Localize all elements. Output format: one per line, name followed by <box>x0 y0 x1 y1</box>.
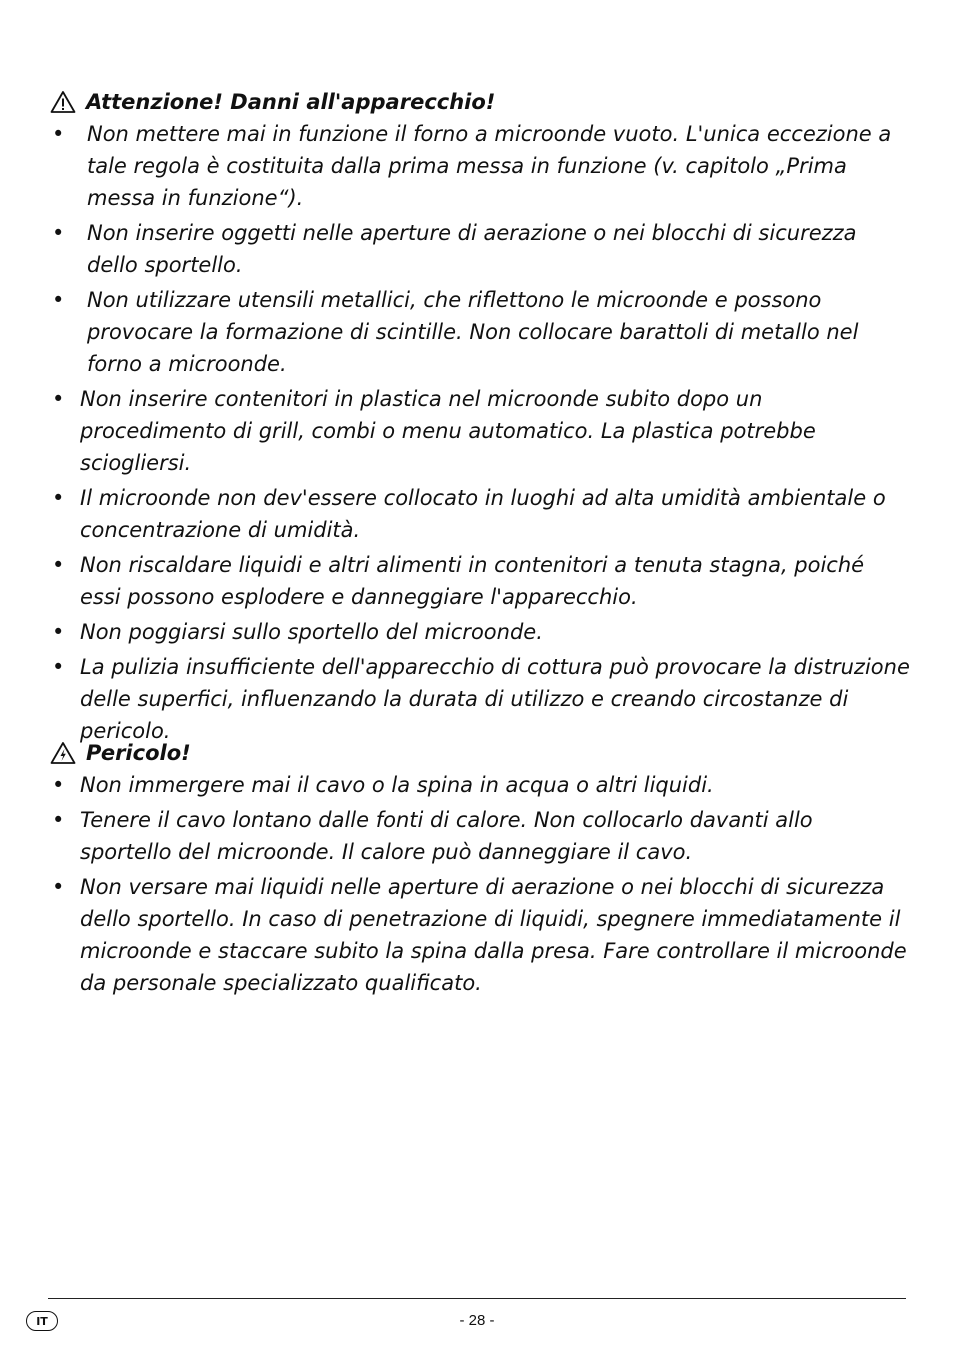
list-item: • Non utilizzare utensili metallici, che riflettono le microonde e possono provocare la formazione di scintille. Non collocare barattoli di metallo nel forno a microonde. <box>50 284 910 380</box>
language-badge: IT <box>26 1311 58 1331</box>
warning-triangle-icon <box>50 90 76 114</box>
list-item: • Non immergere mai il cavo o la spina in acqua o altri liquidi. <box>50 769 910 801</box>
danger-heading-text: Pericolo! <box>86 741 191 765</box>
footer-divider <box>48 1298 906 1299</box>
danger-section <box>50 737 910 1002</box>
electric-hazard-triangle-icon <box>50 741 76 765</box>
list-item: • La pulizia insufficiente dell'apparecchio di cottura può provocare la distruzione delle superfici, influenzando la durata di utilizzo e creando circostanze di pericolo. <box>50 651 910 747</box>
list-item: • Non versare mai liquidi nelle aperture di aerazione o nei blocchi di sicurezza dello sportello. In caso di penetrazione di liquidi, spegnere immediatamente il microonde e staccare subito la spina dalla presa. Fare controllare il microonde da personale specializzato qualificato. <box>50 871 910 999</box>
list-item: • Non inserire contenitori in plastica nel microonde subito dopo un procedimento di grill, combi o menu automatico. La plastica potrebbe sciogliersi. <box>50 383 910 479</box>
danger-heading <box>50 737 910 769</box>
list-item: • Non poggiarsi sullo sportello del microonde. <box>50 616 910 648</box>
list-item: • Non mettere mai in funzione il forno a microonde vuoto. L'unica eccezione a tale regola è costituita dalla prima messa in funzione (v. capitolo „Prima messa in funzione“). <box>50 118 910 214</box>
attention-heading <box>50 86 910 118</box>
list-item: • Tenere il cavo lontano dalle fonti di calore. Non collocarlo davanti allo sportello del microonde. Il calore può danneggiare il cavo. <box>50 804 910 868</box>
attention-list <box>50 118 910 747</box>
danger-list <box>50 769 910 999</box>
list-item: • Il microonde non dev'essere collocato in luoghi ad alta umidità ambientale o concentrazione di umidità. <box>50 482 910 546</box>
list-item: • Non inserire oggetti nelle aperture di aerazione o nei blocchi di sicurezza dello sportello. <box>50 217 910 281</box>
attention-section <box>50 86 910 750</box>
list-item: • Non riscaldare liquidi e altri alimenti in contenitori a tenuta stagna, poiché essi possono esplodere e danneggiare l'apparecchio. <box>50 549 910 613</box>
attention-heading-text: Attenzione! Danni all'apparecchio! <box>86 90 496 114</box>
page-number: - 28 - <box>459 1312 495 1329</box>
